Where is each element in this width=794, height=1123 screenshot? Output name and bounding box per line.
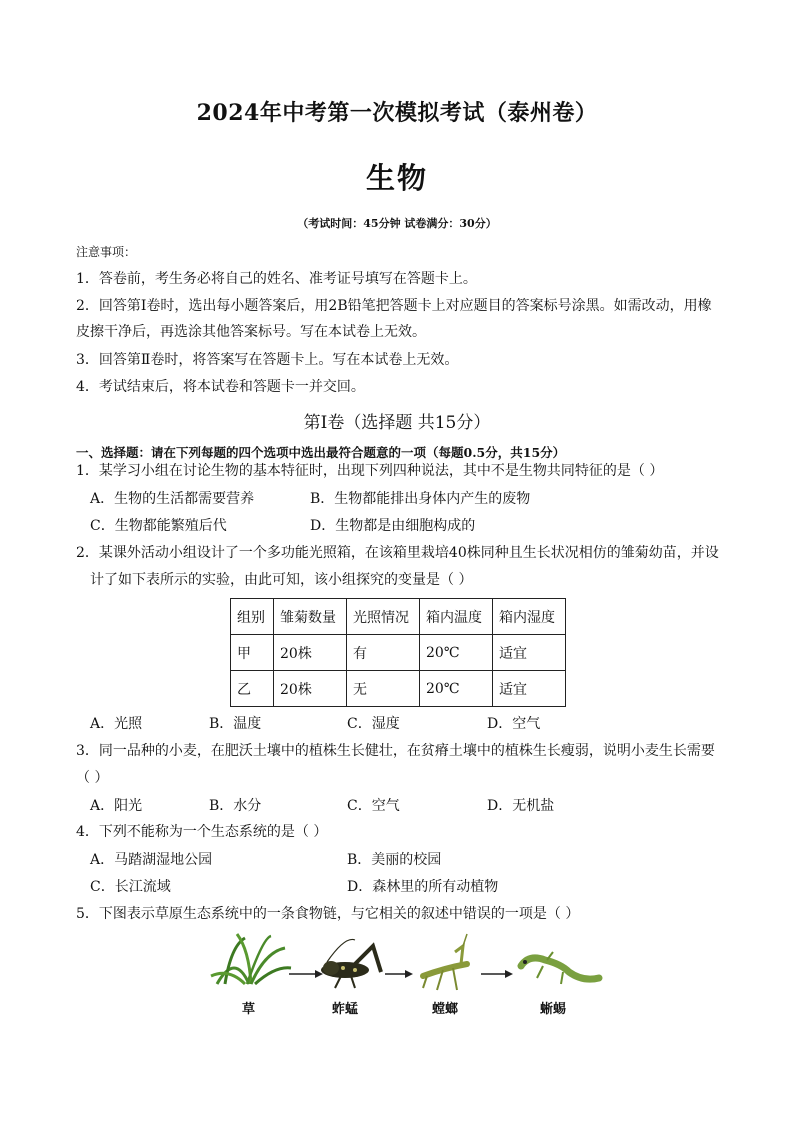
mantis-icon xyxy=(423,934,467,990)
table-header-cell: 箱内温度 xyxy=(420,599,493,635)
table-cell: 20株 xyxy=(274,635,347,671)
q3-option-d: D．无机盐 xyxy=(487,798,555,814)
table-header-cell: 组别 xyxy=(231,599,274,635)
q1-option-b: B．生物都能排出身体内产生的废物 xyxy=(310,491,531,507)
notice-item-1: 1．答卷前，考生务必将自己的姓名、准考证号填写在答题卡上。 xyxy=(76,271,477,287)
q4-option-a: A．马踏湖湿地公园 xyxy=(90,852,213,868)
section-instruction: 一、选择题：请在下列每题的四个选项中选出最符合题意的一项（每题0.5分，共15分） xyxy=(76,445,566,460)
q3-option-a: A．阳光 xyxy=(90,798,143,814)
q2-stem-2: 计了如下表所示的实验，由此可知，该小组探究的变量是（ ） xyxy=(90,572,473,588)
exam-title: 2024年中考第一次模拟考试（泰州卷） xyxy=(196,100,598,126)
grass-icon xyxy=(211,934,291,984)
table-cell: 20℃ xyxy=(420,635,493,671)
q3-option-b: B．水分 xyxy=(209,798,262,814)
table-cell: 无 xyxy=(347,671,420,707)
table-cell: 20株 xyxy=(274,671,347,707)
q1-option-c: C．生物都能繁殖后代 xyxy=(90,518,227,534)
q5-stem: 5．下图表示草原生态系统中的一条食物链，与它相关的叙述中错误的一项是（ ） xyxy=(76,906,580,922)
table-cell: 有 xyxy=(347,635,420,671)
q3-stem-1: 3．同一品种的小麦，在肥沃土壤中的植株生长健壮，在贫瘠土壤中的植株生长瘦弱，说明小麦生长需要 xyxy=(76,743,715,759)
q4-option-d: D．森林里的所有动植物 xyxy=(347,879,499,895)
table-row xyxy=(231,671,566,707)
arrow-icon xyxy=(481,970,513,978)
q2-option-c: C．湿度 xyxy=(347,716,400,732)
notice-item-2-cont: 皮擦干净后，再选涂其他答案标号。写在本试卷上无效。 xyxy=(76,324,426,340)
exam-info: （考试时间：45分钟 试卷满分：30分） xyxy=(297,217,497,230)
experiment-table xyxy=(230,598,566,707)
subject-title: 生物 xyxy=(365,161,428,195)
q1-stem: 1．某学习小组在讨论生物的基本特征时，出现下列四种说法，其中不是生物共同特征的是（ ） xyxy=(76,463,664,479)
food-chain-label-grasshopper: 蚱蜢 xyxy=(332,1002,359,1017)
table-header-cell: 雏菊数量 xyxy=(274,599,347,635)
table-header-row xyxy=(231,599,566,635)
q4-stem: 4．下列不能称为一个生态系统的是（ ） xyxy=(76,824,328,840)
grasshopper-icon xyxy=(321,939,381,988)
q4-option-b: B．美丽的校园 xyxy=(347,852,442,868)
lizard-icon xyxy=(521,952,599,984)
arrow-icon xyxy=(385,970,413,978)
table-header-cell: 箱内湿度 xyxy=(493,599,566,635)
notice-item-4: 4．考试结束后，将本试卷和答题卡一并交回。 xyxy=(76,379,365,395)
section-title: 第Ⅰ卷（选择题 共15分） xyxy=(303,413,491,433)
table-cell: 适宜 xyxy=(493,635,566,671)
q3-option-c: C．空气 xyxy=(347,798,400,814)
arrow-icon xyxy=(289,970,323,978)
q2-stem-1: 2．某课外活动小组设计了一个多功能光照箱，在该箱里栽培40株同种且生长状况相仿的雏菊幼苗，并设 xyxy=(76,545,719,561)
notice-item-3: 3．回答第Ⅱ卷时，将答案写在答题卡上。写在本试卷上无效。 xyxy=(76,352,459,368)
q2-option-b: B．温度 xyxy=(209,716,262,732)
food-chain-label-mantis: 螳螂 xyxy=(432,1002,459,1017)
table-row xyxy=(231,635,566,671)
table-cell: 适宜 xyxy=(493,671,566,707)
q1-option-d: D．生物都是由细胞构成的 xyxy=(310,518,476,534)
food-chain-label-lizard: 蜥蜴 xyxy=(540,1002,567,1017)
table-header-cell: 光照情况 xyxy=(347,599,420,635)
food-chain-label-grass: 草 xyxy=(242,1002,256,1017)
q3-stem-2: （ ） xyxy=(76,770,109,786)
table-cell: 乙 xyxy=(231,671,274,707)
notice-item-2: 2．回答第Ⅰ卷时，选出每小题答案后，用2B铅笔把答题卡上对应题目的答案标号涂黑。如需改动，用橡 xyxy=(76,298,712,314)
q4-option-c: C．长江流域 xyxy=(90,879,171,895)
q1-option-a: A．生物的生活都需要营养 xyxy=(90,491,255,507)
q2-option-d: D．空气 xyxy=(487,716,541,732)
table-cell: 甲 xyxy=(231,635,274,671)
notice-title: 注意事项： xyxy=(76,245,137,259)
table-cell: 20℃ xyxy=(420,671,493,707)
q2-option-a: A．光照 xyxy=(90,716,143,732)
